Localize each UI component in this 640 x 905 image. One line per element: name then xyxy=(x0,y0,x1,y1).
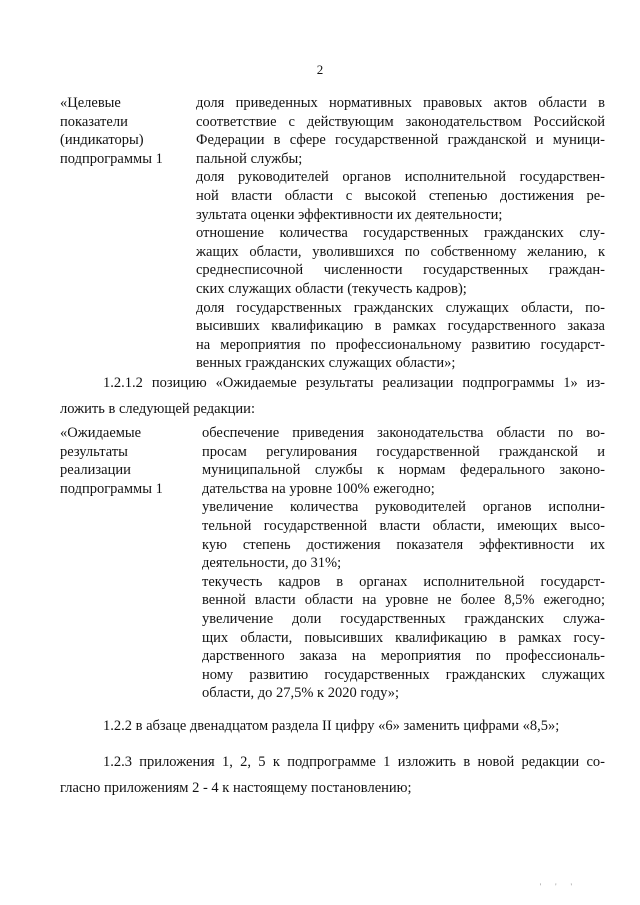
text-line: доля приведенных нормативных правовых актов области в xyxy=(196,95,605,111)
text-line: венной власти области на уровне не более 8,5% ежегодно; xyxy=(202,592,605,609)
text-line: зультата оценки эффективности их деятельности; xyxy=(196,206,503,223)
label-line: подпрограммы 1 xyxy=(60,480,163,497)
text-line: кую степень достижения показателя эффективности их xyxy=(202,536,605,553)
text-line: деятельности, до 31%; xyxy=(202,555,342,572)
text-line: увеличение количества руководителей органов исполни- xyxy=(202,499,605,516)
expected-results-text xyxy=(196,424,605,703)
text-line: высивших квалификацию в рамках государственного заказа xyxy=(196,318,605,335)
corner-marks: ' ' ' xyxy=(539,882,578,891)
text-line: дарственного заказа на мероприятия по профессиональ- xyxy=(202,648,605,665)
text-line: текучесть кадров в органах исполнительной государст- xyxy=(202,573,605,590)
text-line: жащих области, уволившихся по собственному желанию, к xyxy=(196,243,605,260)
text-line: просам регулирования государственной гражданской и xyxy=(202,443,605,460)
target-indicators-label xyxy=(60,94,196,373)
label-line: (индикаторы) xyxy=(60,132,144,149)
text-line: области, до 27,5% к 2020 году»; xyxy=(202,685,400,702)
text-line: среднесписочной численности государственных граждан- xyxy=(196,262,605,279)
text-line: венных гражданских служащих области»; xyxy=(196,355,456,372)
text-line: соответствие с действующим законодательством Российской xyxy=(196,113,605,130)
label-line: реализации xyxy=(60,462,131,479)
text-line: пальной службы; xyxy=(196,150,303,167)
paragraph-line: 1.2.1.2 позицию «Ожидаемые результаты реализации подпрограммы 1» из- xyxy=(103,375,605,391)
text-line: ной власти области с высокой степенью достижения ре- xyxy=(196,187,605,204)
paragraph-1-2-3 xyxy=(60,749,605,801)
target-indicators-text xyxy=(196,94,605,373)
text-line: Федерации в сфере государственной гражданской и муници- xyxy=(196,132,605,149)
text-line: на мероприятия по профессиональному развитию государст- xyxy=(196,336,605,353)
label-line: показатели xyxy=(60,113,128,130)
text-line: ских служащих области (текучесть кадров); xyxy=(196,280,467,297)
text-line: тельной государственной власти области, имеющих высо- xyxy=(202,517,605,534)
text-line: дательства на уровне 100% ежегодно; xyxy=(202,480,435,497)
text-line: доля руководителей органов исполнительной государствен- xyxy=(196,169,605,186)
paragraph-line: гласно приложениям 2 - 4 к настоящему постановлению; xyxy=(60,780,412,796)
text-line: отношение количества государственных гражданских слу- xyxy=(196,225,605,242)
label-line: подпрограммы 1 xyxy=(60,150,163,167)
text-line: щих области, повысивших квалификацию в рамках госу- xyxy=(202,629,605,646)
paragraph-line: ложить в следующей редакции: xyxy=(60,401,255,417)
text-line: увеличение доли государственных гражданских служа- xyxy=(202,610,605,627)
label-line: «Ожидаемые xyxy=(60,425,142,441)
paragraph-1-2-2: 1.2.2 в абзаце двенадцатом раздела II цифру «6» заменить цифрами «8,5»; xyxy=(103,718,560,734)
text-line: обеспечение приведения законодательства области по во- xyxy=(202,425,605,441)
label-line: результаты xyxy=(60,443,128,460)
expected-results-label xyxy=(60,424,196,703)
label-line: «Целевые xyxy=(60,95,121,111)
page-number: 2 xyxy=(316,62,324,77)
paragraph-1-2-1-2 xyxy=(60,370,605,422)
paragraph-line: 1.2.3 приложения 1, 2, 5 к подпрограмме 1 изложить в новой редакции со- xyxy=(103,754,605,770)
target-indicators-block xyxy=(60,94,605,373)
text-line: муниципальной службы к нормам федерального законо- xyxy=(202,462,605,479)
text-line: доля государственных гражданских служащих области, по- xyxy=(196,299,605,316)
text-line: ному развитию государственных гражданских служащих xyxy=(202,666,605,683)
expected-results-block xyxy=(60,424,605,703)
